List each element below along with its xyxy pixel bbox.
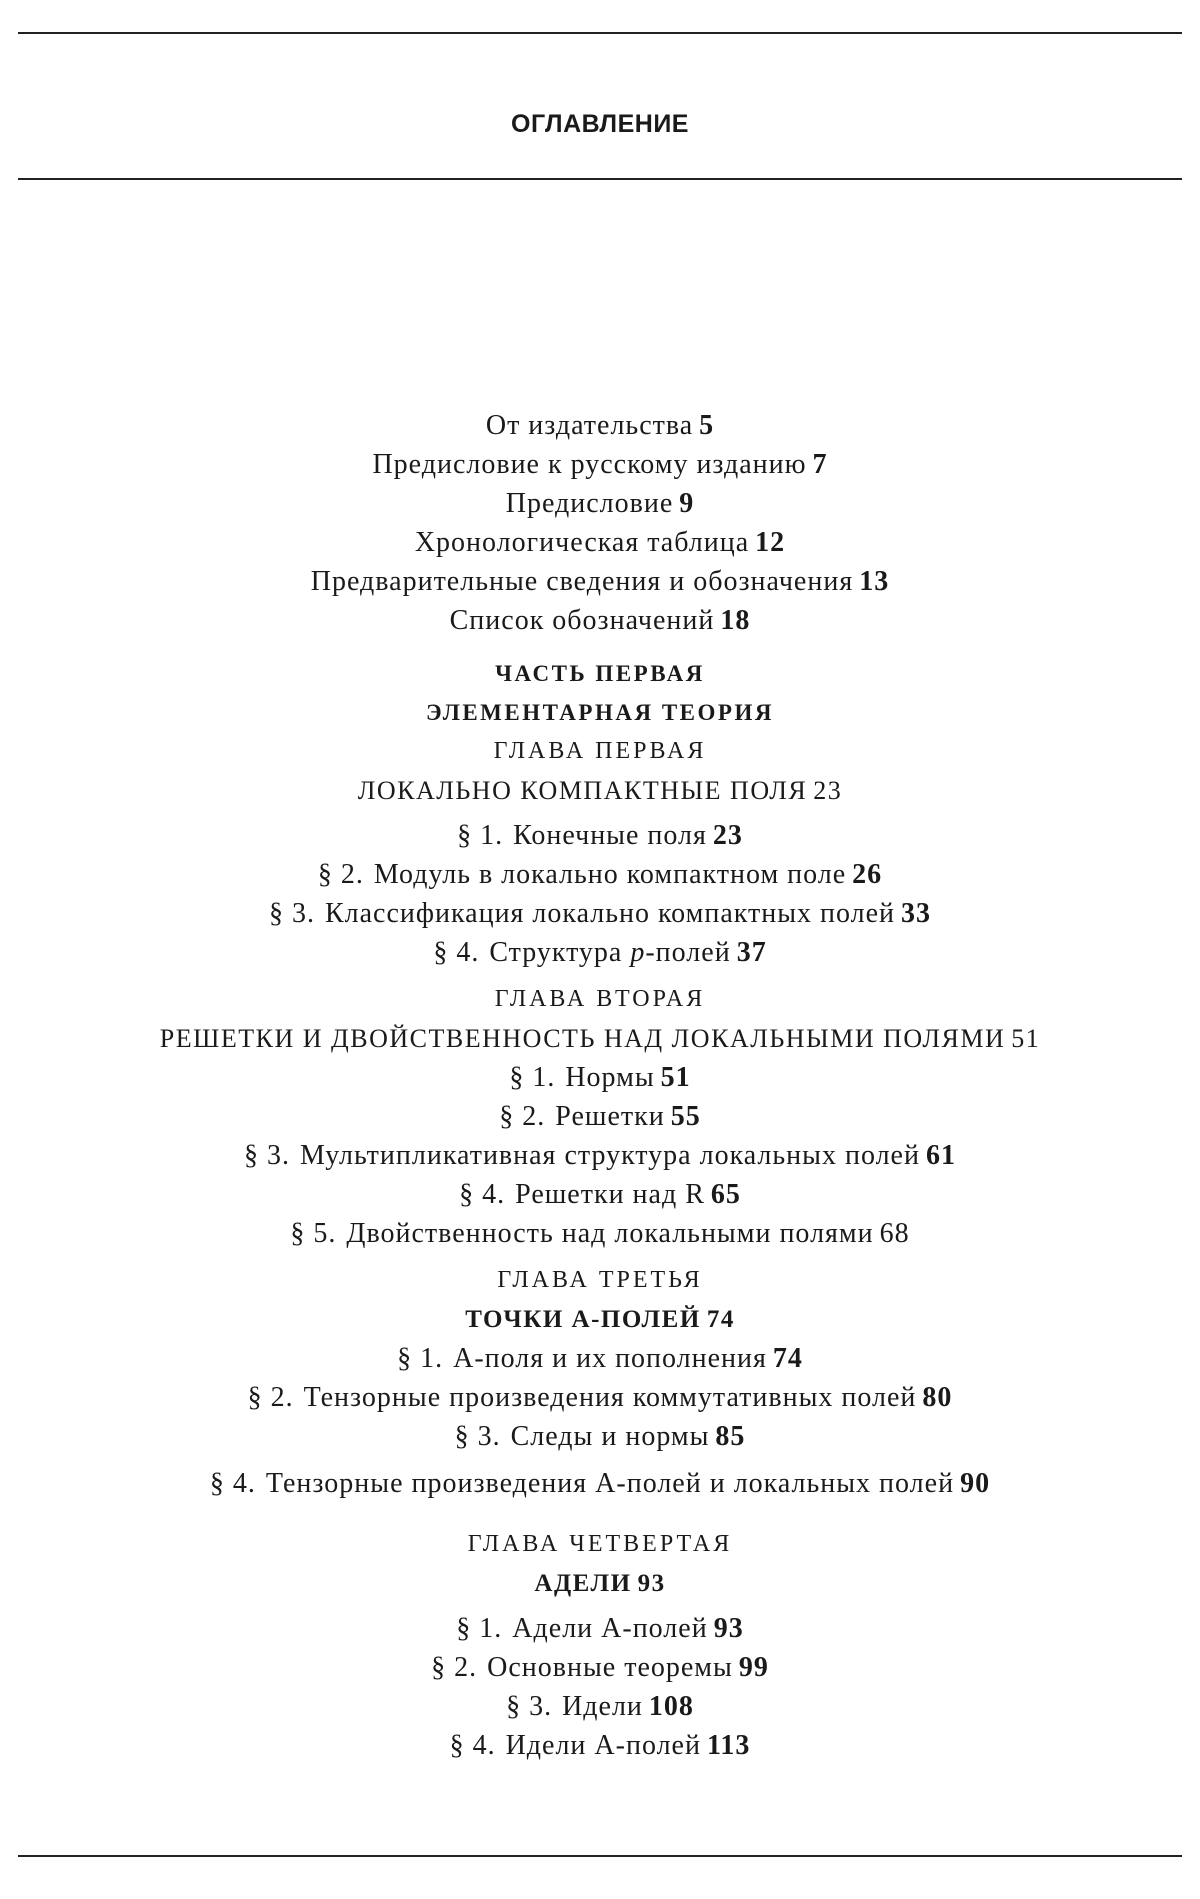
section-entry[interactable] (0, 1136, 1200, 1175)
section-page: 108 (648, 1691, 694, 1722)
toc-entry-publisher-note[interactable] (0, 406, 1200, 445)
section-entry[interactable] (0, 1417, 1200, 1456)
section-title: Основные теоремы (487, 1652, 733, 1683)
section-entry[interactable] (0, 1378, 1200, 1417)
chapter-label: ГЛАВА ВТОРАЯ (494, 986, 706, 1012)
chapter-page: 23 (813, 776, 843, 805)
chapter-title-entry[interactable] (0, 1300, 1200, 1339)
section-mark: § 3. (454, 1421, 501, 1452)
section-page: 26 (852, 859, 883, 890)
chapter-label: ГЛАВА ЧЕТВЕРТАЯ (467, 1531, 733, 1557)
section-mark: § 4. (433, 937, 480, 968)
section-title-suffix: -полей (645, 937, 731, 968)
section-title-italic: p (630, 937, 646, 968)
entry-title: Предисловие к русскому изданию (372, 449, 807, 480)
entry-title: Предисловие (505, 488, 674, 519)
section-entry[interactable] (0, 1214, 1200, 1253)
chapter-page: 74 (706, 1306, 735, 1333)
section-page: 37 (736, 937, 767, 968)
section-page: 99 (738, 1652, 769, 1683)
entry-page: 9 (679, 488, 695, 519)
entry-title: Предварительные сведения и обозначения (310, 566, 854, 597)
entry-title: Список обозначений (449, 605, 715, 636)
toc-entry-prerequisites[interactable] (0, 562, 1200, 601)
chapter-title: ТОЧКИ А-ПОЛЕЙ (465, 1306, 701, 1333)
section-title: Решетки над R (515, 1179, 705, 1210)
section-mark: § 4. (209, 1468, 256, 1499)
section-mark: § 2. (431, 1652, 478, 1683)
section-entry[interactable] (0, 1058, 1200, 1097)
section-mark: § 1. (457, 820, 504, 851)
section-title: Следы и нормы (510, 1421, 710, 1452)
section-mark: § 4. (449, 1730, 496, 1761)
chapter-title-entry[interactable] (0, 1019, 1200, 1058)
section-mark: § 3. (506, 1691, 553, 1722)
part-label: ЧАСТЬ ПЕРВАЯ (495, 661, 705, 686)
top-rule (18, 32, 1182, 34)
chapter-title-entry[interactable] (0, 771, 1200, 810)
part-title: ЭЛЕМЕНТАРНАЯ ТЕОРИЯ (426, 700, 774, 725)
toc-entry-chronology[interactable] (0, 523, 1200, 562)
page-title: ОГЛАВЛЕНИЕ (511, 110, 689, 138)
section-entry[interactable] (0, 816, 1200, 855)
section-mark: § 5. (290, 1218, 337, 1249)
section-title-prefix: Структура (489, 937, 623, 968)
section-entry[interactable] (0, 1726, 1200, 1765)
section-page: 23 (712, 820, 743, 851)
section-entry[interactable] (0, 1464, 1200, 1503)
section-entry[interactable] (0, 1175, 1200, 1214)
toc-entry-russian-preface[interactable] (0, 445, 1200, 484)
entry-title: Хронологическая таблица (414, 527, 750, 558)
chapter-title: РЕШЕТКИ И ДВОЙСТВЕННОСТЬ НАД ЛОКАЛЬНЫМИ ПОЛЯМИ (159, 1024, 1006, 1053)
section-mark: § 2. (317, 859, 364, 890)
section-entry[interactable] (0, 855, 1200, 894)
section-title: Тензорные произведения А-полей и локальных полей (265, 1468, 955, 1499)
section-mark: § 4. (459, 1179, 506, 1210)
section-page: 55 (670, 1101, 701, 1132)
entry-title: От издательства (485, 410, 694, 441)
section-title: А-поля и их пополнения (453, 1343, 767, 1374)
section-page: 68 (879, 1218, 910, 1249)
chapter-label: ГЛАВА ПЕРВАЯ (493, 738, 707, 764)
chapter-page: 51 (1011, 1024, 1041, 1053)
section-entry[interactable] (0, 1097, 1200, 1136)
section-entry[interactable] (0, 1687, 1200, 1726)
entry-page: 13 (859, 566, 890, 597)
section-page: 80 (922, 1382, 953, 1413)
section-mark: § 1. (456, 1613, 503, 1644)
section-title: Решетки (555, 1101, 665, 1132)
table-of-contents (0, 406, 1200, 1765)
section-entry[interactable] (0, 933, 1200, 972)
section-mark: § 2. (247, 1382, 294, 1413)
section-mark: § 3. (268, 898, 315, 929)
toc-entry-notation[interactable] (0, 601, 1200, 640)
entry-page: 7 (812, 449, 828, 480)
section-page: 74 (772, 1343, 803, 1374)
chapter-label: ГЛАВА ТРЕТЬЯ (497, 1267, 703, 1293)
section-title: Идели (562, 1691, 643, 1722)
chapter-title: АДЕЛИ (534, 1570, 632, 1597)
section-mark: § 1. (397, 1343, 444, 1374)
entry-page: 18 (720, 605, 751, 636)
section-title: Двойственность над локальными полями (346, 1218, 874, 1249)
section-page: 85 (715, 1421, 746, 1452)
section-title: Мультипликативная структура локальных полей (300, 1140, 920, 1171)
section-entry[interactable] (0, 894, 1200, 933)
toc-entry-preface[interactable] (0, 484, 1200, 523)
section-mark: § 3. (244, 1140, 291, 1171)
chapter-title-entry[interactable] (0, 1564, 1200, 1603)
section-mark: § 1. (509, 1062, 556, 1093)
section-page: 33 (901, 898, 932, 929)
section-page: 51 (660, 1062, 691, 1093)
section-title: Конечные поля (513, 820, 707, 851)
section-title: Нормы (565, 1062, 655, 1093)
heading-rule (18, 178, 1182, 180)
section-page: 93 (713, 1613, 744, 1644)
section-title: Адели А-полей (512, 1613, 708, 1644)
section-title: Идели А-полей (505, 1730, 701, 1761)
chapter-title: ЛОКАЛЬНО КОМПАКТНЫЕ ПОЛЯ (357, 776, 808, 805)
section-title: Классификация локально компактных полей (324, 898, 896, 929)
section-title: Тензорные произведения коммутативных полей (303, 1382, 917, 1413)
section-title: Модуль в локально компактном поле (373, 859, 847, 890)
section-mark: § 2. (499, 1101, 546, 1132)
entry-page: 12 (755, 527, 786, 558)
section-entry[interactable] (0, 1339, 1200, 1378)
section-page: 90 (960, 1468, 991, 1499)
bottom-rule (18, 1855, 1182, 1857)
section-page: 113 (706, 1730, 751, 1761)
section-entry[interactable] (0, 1609, 1200, 1648)
entry-page: 5 (699, 410, 715, 441)
section-page: 65 (710, 1179, 741, 1210)
section-page: 61 (925, 1140, 956, 1171)
section-entry[interactable] (0, 1648, 1200, 1687)
chapter-page: 93 (637, 1570, 666, 1597)
